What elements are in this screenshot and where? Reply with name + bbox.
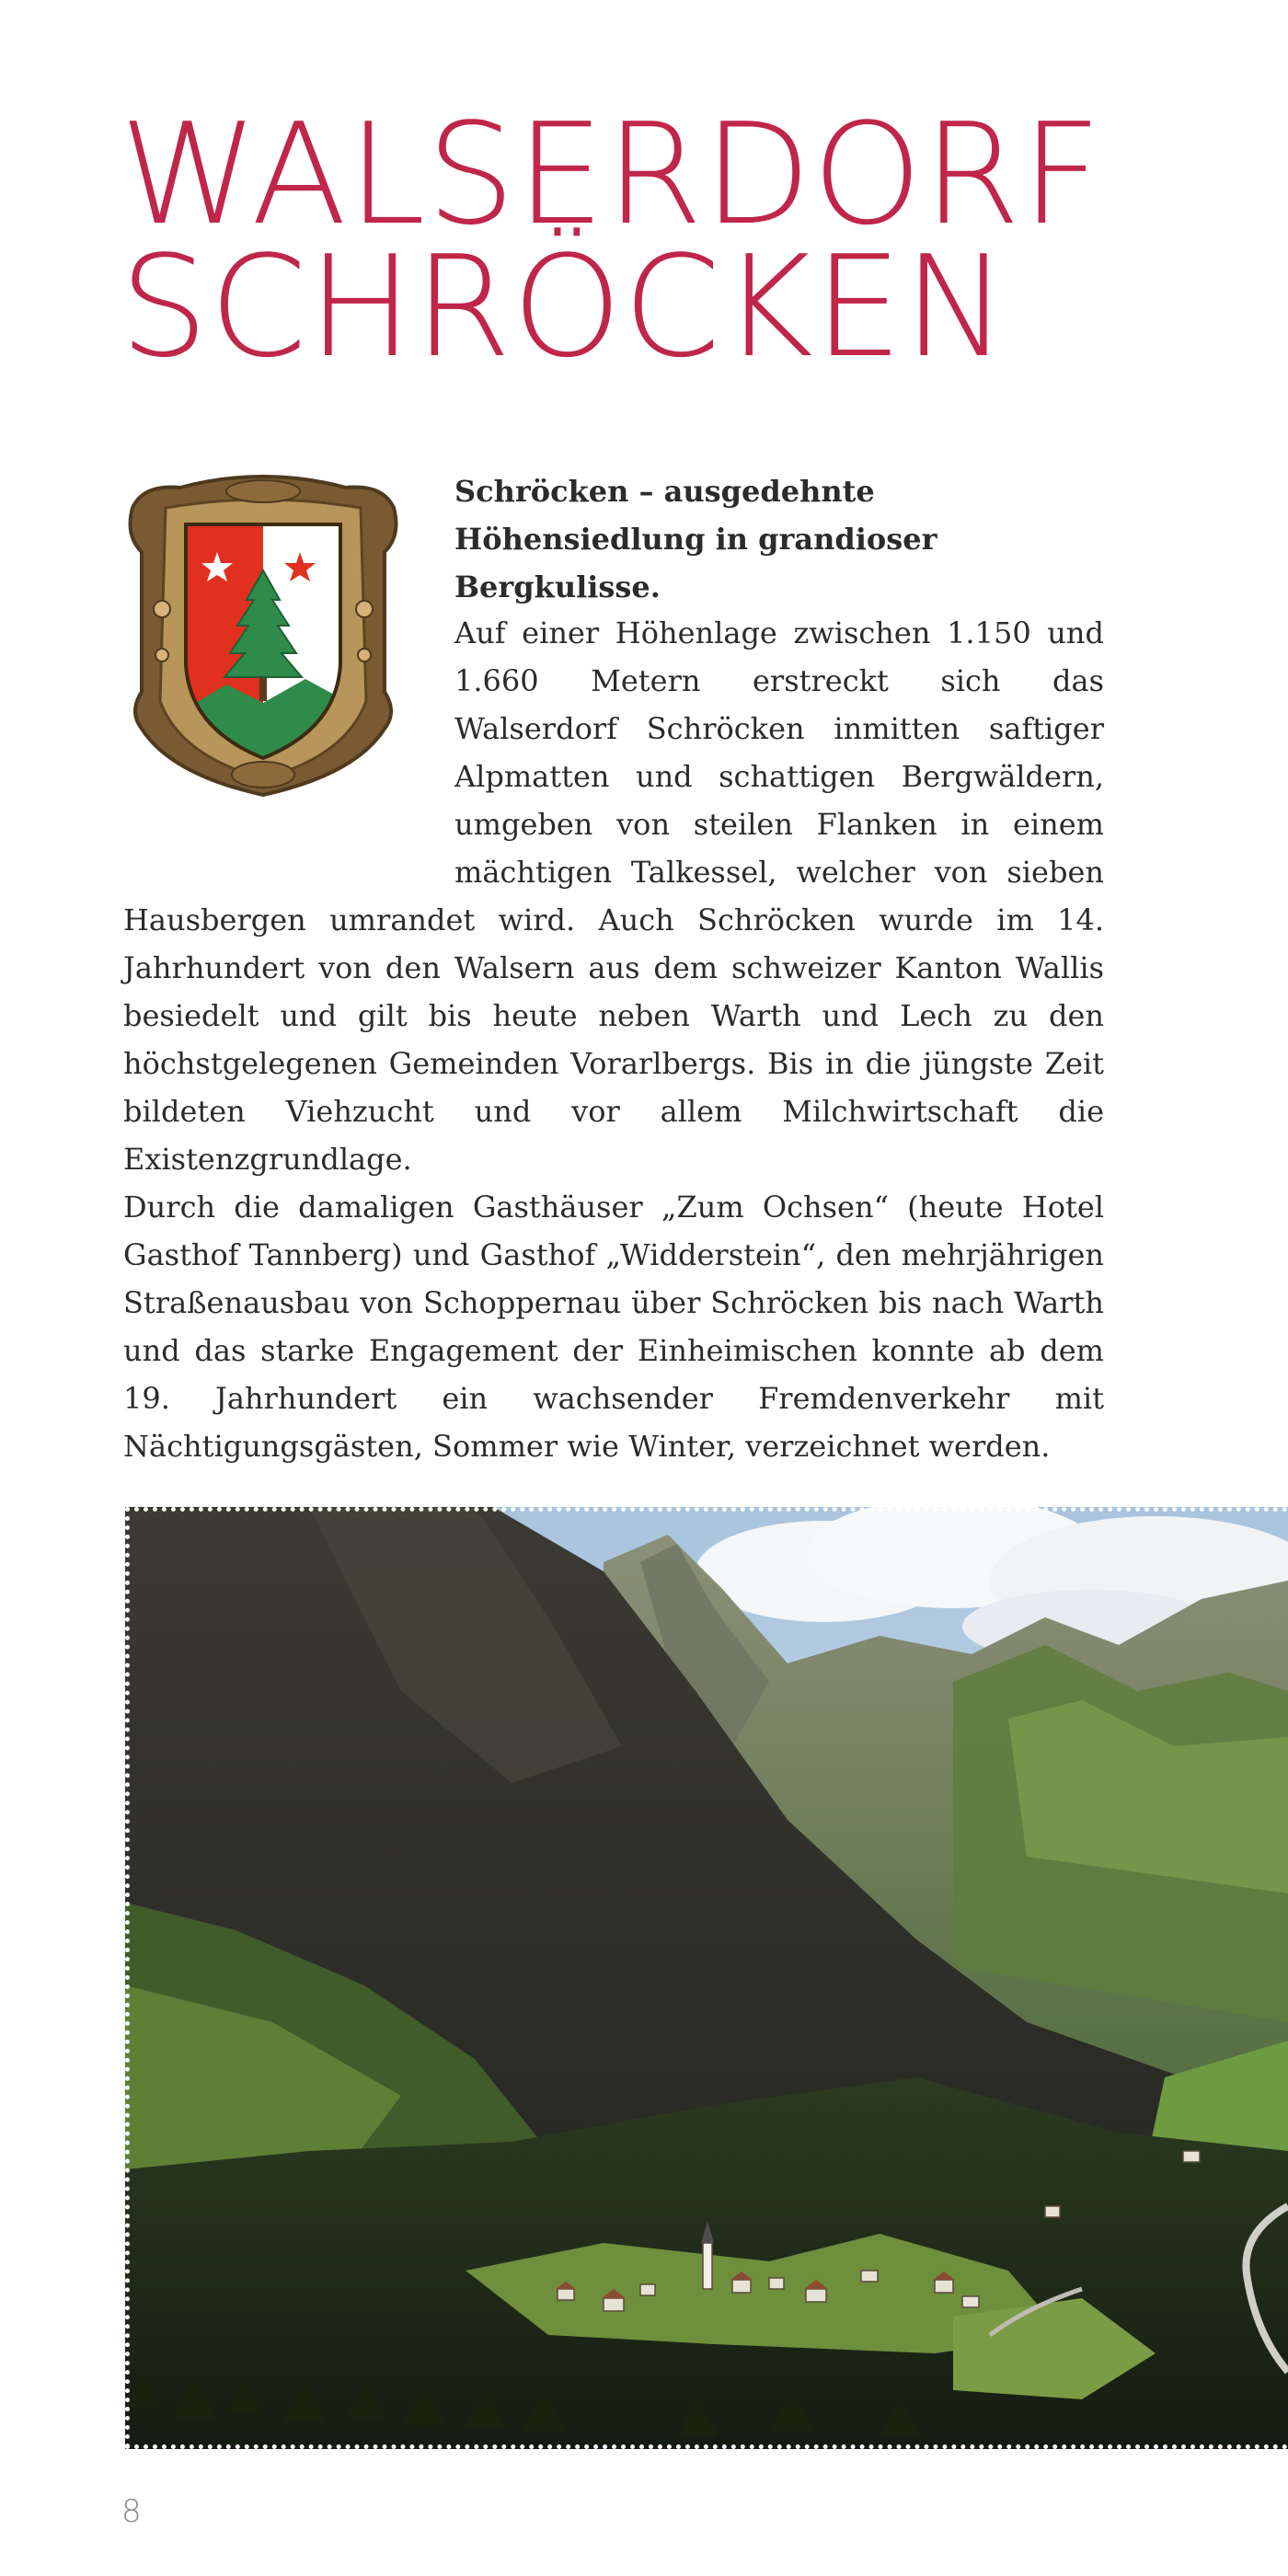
title-line-1: WALSERDORF [120, 93, 1103, 256]
page-number: 8 [121, 2493, 142, 2530]
crest-text-wrap-spacer [123, 609, 454, 885]
title-line-2: SCHRÖCKEN [120, 225, 1009, 388]
intro-paragraph-2: Durch die damaligen Gasthäuser „Zum Ochsen“ (heute Hotel Gasthof Tannberg) und Gasthof „Widderstein“, den mehrjährigen Straßenausbau von Schoppernau über Schröcken bis nach Warth und das starke Engagement der Einheimischen konnte ab dem 19. Jahrhundert ein wachsender Fremdenverkehr mit Nächtigungsgästen, Sommer wie Winter, verzeichnet werden. [123, 1190, 1104, 1464]
intro-heading: Schröcken – ausgedehnte Höhensiedlung in grandioser Bergkulisse. [454, 474, 937, 604]
page-title [120, 93, 1103, 388]
intro-paragraph-1-text: Auf einer Höhenlage zwischen 1.150 und 1.660 Metern erstreckt sich das Walserdorf Schröcken inmitten saftiger Alpmatten und schattigen Bergwäldern, umgeben von steilen Flanken in einem mächtigen Talkessel, welcher von sieben Hausbergen umrandet wird. Auch Schröcken wurde im 14. Jahrhundert von den Walsern aus dem schweizer Kanton Wallis besiedelt und gilt bis heute neben Warth und Lech zu den höchstgelegenen Gemeinden Vorarlbergs. Bis in die jüngste Zeit bildeten Viehzucht und vor allem Milchwirtschaft die Existenzgrundlage. [123, 615, 1104, 1177]
mountain-village-photo [125, 1507, 1288, 2449]
intro-paragraph-1 [123, 609, 1104, 1183]
